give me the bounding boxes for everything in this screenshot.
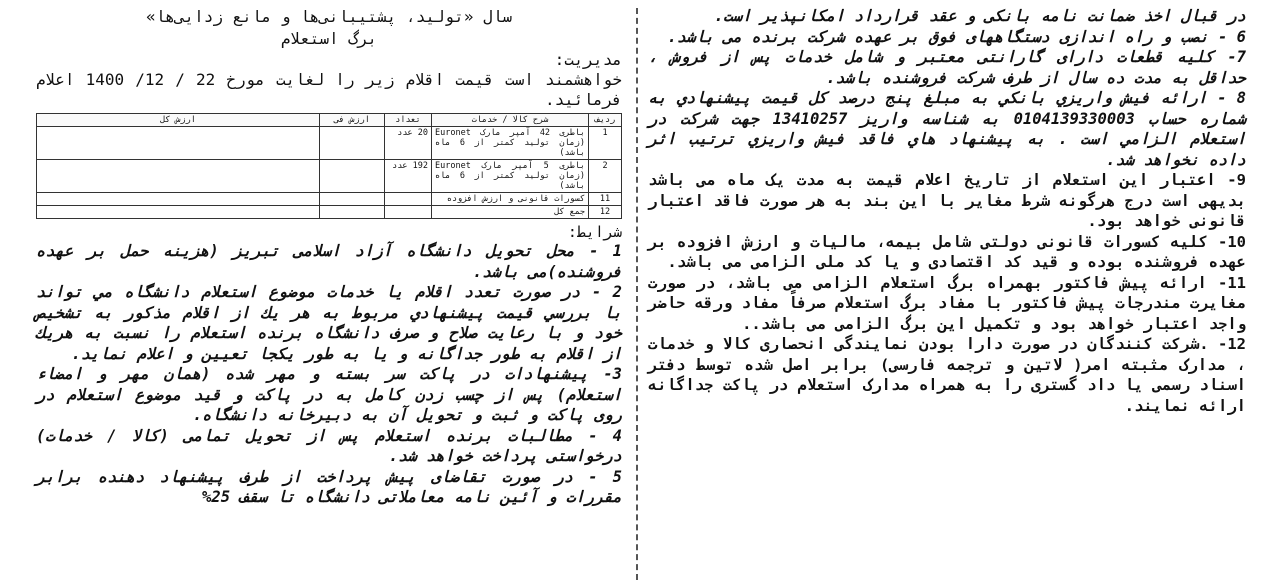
row-number-cell: 1 — [589, 127, 622, 160]
total-price-cell[interactable] — [37, 206, 320, 219]
year-slogan-title: سال «تولید، پشتیبانی‌ها و مانع زدایی‌ها» — [145, 7, 513, 26]
condition-item: 4 - مطالبات برنده استعلام پس از تحویل تمامی (کالا / خدمات) درخواستی پرداخت خواهد شد. — [36, 426, 622, 465]
condition-item: 5 - در صورت تقاضای پیش پرداخت از طرف پیشنهاد دهنده برابر مقررات و آئین نامه معاملاتی دانشگاه تا سقف 25% — [36, 467, 622, 506]
table-row — [37, 193, 622, 206]
row-number-cell: 11 — [589, 193, 622, 206]
row-number-cell: 2 — [589, 160, 622, 193]
condition-item: 8 - ارائه فیش واریزي بانكي به مبلغ پنج درصد کل قیمت پیشنهادي به شماره حساب 0104139330003 به شناسه واریز 13410257 جهت شرکت در استعلام الزامي است . به پیشنهاد هاي فاقد فیش واریزي ترتیب اثر داده نخواهد شد. — [648, 89, 1246, 169]
condition-item: در قبال اخذ ضمانت نامه بانکی و عقد قرارداد امکانپذیر است. — [714, 7, 1246, 25]
header-quantity: تعداد — [385, 114, 432, 127]
unit-price-cell[interactable] — [320, 127, 385, 160]
condition-item: 12- .شرکت کنندگان در صورت دارا بودن نمایندگی انحصاری کالا و خدمات ، مدارک مثبته امر( لاتین و ترجمه فارسی) برابر اصل شده توسط دفتر اسناد رسمی یا داد گستری را به همراه مدارک استعلام در پاکت جداگانه ارائه نمایند. — [648, 335, 1246, 415]
items-table — [36, 113, 622, 219]
conditions-title: شرایط: — [567, 223, 622, 241]
inquiry-form-column — [36, 6, 622, 508]
items-table-header-row — [37, 114, 622, 127]
header-total-price: ارزش کل — [37, 114, 320, 127]
header-description: شرح کالا / خدمات — [432, 114, 589, 127]
header-unit-price: ارزش فی — [320, 114, 385, 127]
unit-price-cell[interactable] — [320, 206, 385, 219]
description-cell: جمع کل — [432, 206, 589, 219]
inquiry-sheet-title: برگ استعلام — [280, 29, 378, 48]
condition-item: 6 - نصب و راه اندازی دستگاههای فوق بر عهده شرکت برنده می باشد. — [667, 27, 1246, 46]
column-divider — [636, 8, 638, 580]
description-cell: باطری 5 آمپر مارک Euronet (زمان تولید کمتر از 6 ماه باشد) — [432, 160, 589, 193]
table-row — [37, 206, 622, 219]
row-number-cell: 12 — [589, 206, 622, 219]
total-price-cell[interactable] — [37, 193, 320, 206]
condition-item: 10- کلیه کسورات قانونی دولتی شامل بیمه، مالیات و ارزش افزوده بر عهده فروشنده بوده و قید کد اقتصادی و یا کد ملی الزامی می باشد. — [648, 232, 1246, 271]
condition-item: 11- ارائه پیش فاکتور بهمراه برگ استعلام الزامی می باشد، در صورت مغایرت مندرجات پیش فاکتور با مفاد برگ استعلام صرفاً مفاد ورقه حاضر واجد اعتبار خواهد بود و تکمیل این برگ الزامی می باشد.. — [648, 273, 1246, 333]
condition-item: 9- اعتبار این استعلام از تاریخ اعلام قیمت به مدت یک ماه می باشد بدیهی است درج هرگونه شرط مغایر با این بند به هر صورت فاقد اعتبار قانونی خواهد بود. — [648, 171, 1246, 230]
condition-item: 1 - محل تحویل دانشگاه آزاد اسلامی تبریز (هزینه حمل بر عهده فروشنده)می باشد. — [36, 242, 622, 281]
condition-item: 7- کلیه قطعات دارای گارانتی معتبر و شامل خدمات پس از فروش ، حداقل به مدت ده سال از طرف شرکت فروشنده باشد. — [648, 48, 1246, 87]
table-row — [37, 127, 622, 160]
unit-price-cell[interactable] — [320, 193, 385, 206]
manager-label: مدیریت: — [554, 50, 622, 69]
description-cell: کسورات قانونی و ارزش افزوده — [432, 193, 589, 206]
quantity-cell: 192 عدد — [385, 160, 432, 193]
description-cell: باطری 42 آمپر مارک Euronet (زمان تولید کمتر از 6 ماه باشد) — [432, 127, 589, 160]
table-row — [37, 160, 622, 193]
conditions-continued-column — [648, 6, 1246, 416]
quantity-cell — [385, 206, 432, 219]
condition-item: 2 - در صورت تعدد اقلام یا خدمات موضوع استعلام دانشگاه مي تواند با بررسي قيمت پيشنهادي مربوط به هر يك از اقلام مذکور به تشخیص خود و با رعايت صلاح و صرف دانشگاه برنده استعلام را نسبت به هريك از اقلام به طور جداگانه و يا به طور يكجا تعيين و اعلام نمايد. — [36, 283, 622, 363]
total-price-cell[interactable] — [37, 160, 320, 193]
quantity-cell — [385, 193, 432, 206]
header-row-number: ردیف — [589, 114, 622, 127]
unit-price-cell[interactable] — [320, 160, 385, 193]
condition-item: 3- پیشنهادات در پاکت سر بسته و مهر شده (همان مهر و امضاء استعلام) پس از چسب زدن کامل به در پاکت و قید موضوع استعلام در روی پاکت و ثبت و تحویل آن به دبیرخانه دانشگاه. — [36, 365, 622, 424]
quantity-cell: 20 عدد — [385, 127, 432, 160]
total-price-cell[interactable] — [37, 127, 320, 160]
inquiry-intro-text: خواهشمند است قیمت اقلام زیر را لغایت مورخ 22 / 12/ 1400 اعلام فرمائید. — [36, 70, 623, 109]
